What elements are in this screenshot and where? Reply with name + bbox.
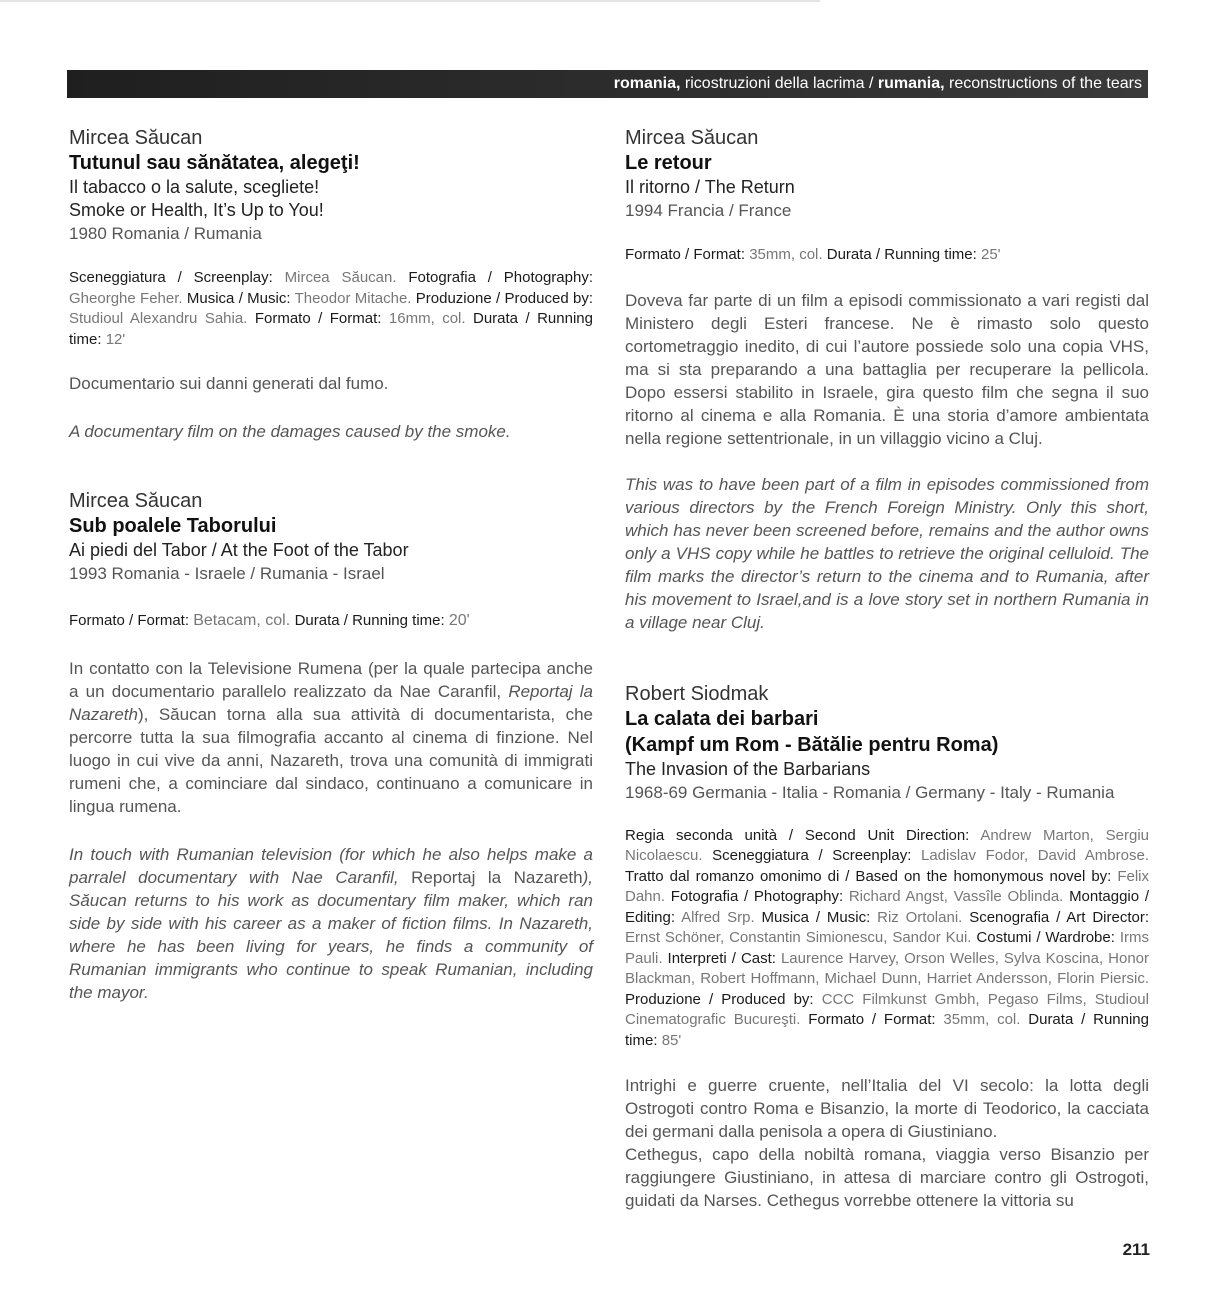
credit-label: Durata / Running time: bbox=[625, 1011, 1149, 1049]
credit-value: 16mm, col. bbox=[388, 310, 473, 327]
credit-label: Formato / Format: bbox=[808, 1011, 944, 1028]
credit-label: Musica / Music: bbox=[186, 289, 295, 307]
original-title: Tutunul sau sănătatea, alegeţi! bbox=[69, 152, 360, 174]
description-it: Documentario sui danni generati dal fumo. bbox=[69, 374, 389, 393]
description-film-title: Reportaj la Nazareth bbox=[411, 867, 583, 887]
page-number: 211 bbox=[1122, 1240, 1150, 1259]
original-title: Sub poalele Taborului bbox=[69, 515, 277, 537]
credit-value: 20' bbox=[448, 612, 470, 629]
credit-label: Durata / Running time: bbox=[294, 612, 449, 629]
translated-title: Il ritorno / The Return bbox=[625, 177, 795, 197]
credits-block bbox=[625, 245, 1149, 266]
credit-label: Fotografia / Photography: bbox=[408, 269, 593, 286]
credit-label: Produzione / Produced by: bbox=[415, 289, 594, 307]
description-en: A documentary film on the damages caused by the smoke. bbox=[69, 422, 511, 441]
film-entry-le-retour bbox=[625, 126, 1149, 634]
director-name: Mircea Săucan bbox=[69, 490, 203, 512]
credit-value: Alfred Srp. bbox=[681, 908, 762, 926]
credit-value: Riz Ortolani. bbox=[877, 908, 970, 926]
credit-value: Studioul Alexandru Sahia. bbox=[69, 310, 255, 327]
translated-title-en: Smoke or Health, It’s Up to You! bbox=[69, 200, 324, 220]
header-subtitle-it: ricostruzioni della lacrima / bbox=[680, 75, 878, 92]
credit-value: Ernst Schöner, Constantin Simionescu, Sandor Kui. bbox=[625, 929, 977, 946]
description-it bbox=[69, 657, 593, 818]
credit-label: Tratto dal romanzo omonimo di / Based on the homonymous novel by: bbox=[625, 867, 1118, 885]
year-country: 1980 Romania / Rumania bbox=[69, 224, 262, 243]
left-column bbox=[69, 126, 593, 1004]
original-title: La calata dei barbari bbox=[625, 707, 819, 730]
credit-label: Montaggio / Editing: bbox=[625, 888, 1149, 926]
credit-label: Formato / Format: bbox=[254, 310, 389, 327]
description-it: Doveva far parte di un film a episodi commissionato a vari registi dal Ministero degli Esteri francese. Ne è rimasto solo questo cortometraggio inedito, di cui l’autore possiede solo una copia VHS, ma si sta preparando a una battaglia per recuperare la pellicola. Dopo essersi stabilito in Israele, gira questo film che segna il suo ritorno al cinema e alla Romania. È una storia d’amore ambientata nella regione settentrionale, in un villaggio vicino a Cluj. bbox=[625, 290, 1149, 448]
year-country: 1993 Romania - Israele / Rumania - Israel bbox=[69, 564, 385, 583]
header-country-en: rumania, bbox=[877, 75, 945, 92]
header-country-it: romania, bbox=[613, 75, 681, 92]
description-it-continued: Cethegus, capo della nobiltà romana, viaggia verso Bisanzio per raggiungere Giustiniano, in attesa di marciare contro gli Ostrogoti, guidati da Narses. Cethegus vorrebbe ottenere la vittoria su bbox=[625, 1145, 1149, 1210]
description-text: In touch with Rumanian television (for which he also helps make a parralel documentary with Nae Caranfil, bbox=[69, 844, 593, 887]
credit-label: Formato / Format: bbox=[69, 612, 194, 629]
top-rule bbox=[0, 0, 820, 2]
director-name: Mircea Săucan bbox=[69, 127, 203, 149]
translated-title: Ai piedi del Tabor / At the Foot of the Tabor bbox=[69, 540, 409, 560]
description-text: In contatto con la Televisione Rumena (per la quale partecipa anche a un documentario parallelo realizzato da Nae Caranfil, bbox=[69, 658, 593, 701]
credit-label: Musica / Music: bbox=[761, 908, 878, 926]
credit-label: Durata / Running time: bbox=[826, 246, 981, 263]
translated-title-it: Il tabacco o la salute, scegliete! bbox=[69, 177, 320, 197]
credits-block bbox=[69, 611, 593, 632]
credit-label: Costumi / Wardrobe: bbox=[976, 929, 1120, 946]
original-title: Le retour bbox=[625, 152, 712, 174]
credit-label: Interpreti / Cast: bbox=[667, 949, 781, 967]
film-entry-tutunul bbox=[69, 126, 593, 443]
description-en bbox=[69, 843, 593, 1004]
credit-value: 25' bbox=[980, 246, 1001, 263]
credit-label: Regia seconda unità / Second Unit Direction: bbox=[625, 826, 981, 844]
right-column bbox=[625, 126, 1149, 1212]
header-subtitle-en: reconstructions of the tears bbox=[944, 75, 1142, 92]
credit-label: Sceneggiatura / Screenplay: bbox=[712, 847, 921, 864]
credit-value: 35mm, col. bbox=[749, 246, 827, 263]
credit-value: 12' bbox=[105, 330, 126, 348]
year-country: 1968-69 Germania - Italia - Romania / Germany - Italy - Rumania bbox=[625, 782, 1115, 802]
film-entry-sub-poalele-taborului bbox=[69, 489, 593, 1004]
year-country: 1994 Francia / France bbox=[625, 201, 792, 220]
director-name: Mircea Săucan bbox=[625, 127, 759, 149]
credits-block bbox=[625, 826, 1149, 1052]
translated-title: The Invasion of the Barbarians bbox=[625, 758, 871, 779]
credit-value: Mircea Săucan. bbox=[284, 269, 409, 286]
credit-label: Sceneggiatura / Screenplay: bbox=[69, 269, 285, 286]
credit-value: Ladislav Fodor, David Ambrose. bbox=[920, 847, 1149, 864]
credit-value: Theodor Mitache. bbox=[294, 289, 416, 307]
section-header-bar bbox=[67, 70, 1148, 98]
description-it: Intrighi e guerre cruente, nell’Italia del VI secolo: la lotta degli Ostrogoti contro Roma e Bisanzio, la morte di Teodorico, la cacciata dei germani dalla penisola a opera di Giustiniano. bbox=[625, 1076, 1149, 1141]
credits-block bbox=[69, 268, 593, 350]
credit-value: Andrew Marton, Sergiu Nicolaescu. bbox=[625, 826, 1149, 864]
credit-value: Felix Dahn. bbox=[625, 867, 1149, 905]
credit-value: Gheorghe Feher. bbox=[69, 289, 187, 307]
credit-label: Fotografia / Photography: bbox=[670, 888, 849, 905]
description-film-title: Reportaj la Nazareth bbox=[69, 681, 593, 724]
credit-value: 35mm, col. bbox=[943, 1011, 1029, 1028]
credit-value: 85' bbox=[661, 1031, 682, 1049]
credit-value: Betacam, col. bbox=[193, 612, 295, 629]
film-entry-la-calata-dei-barbari bbox=[625, 682, 1149, 1213]
credit-label: Durata / Running time: bbox=[69, 310, 593, 348]
original-title-alt: (Kampf um Rom - Bătălie pentru Roma) bbox=[625, 733, 999, 756]
credit-label: Produzione / Produced by: bbox=[625, 990, 822, 1008]
credit-label: Scenografia / Art Director: bbox=[969, 908, 1150, 926]
director-name: Robert Siodmak bbox=[625, 682, 769, 705]
description-en: This was to have been part of a film in episodes commissioned from various directors by the French Foreign Ministry. Only this short, which has never been screened before, remains and the author owns only a VHS copy while he battles to retrieve the original celluloid. The film marks the director’s return to the cinema and to Rumania, after his movement to Israel,and is a love story set in northern Rumania in a village near Cluj. bbox=[625, 474, 1149, 632]
credit-value: Laurence Harvey, Orson Welles, Sylva Koscina, Honor Blackman, Robert Hoffmann, Michael Dunn, Harriet Andersson, Florin Piersic. bbox=[625, 949, 1149, 987]
credit-value: Richard Angst, Vassîle Oblinda. bbox=[848, 888, 1070, 905]
description-text: ), Săucan returns to his work as documentary film maker, which ran side by side with his career as a maker of fiction films. In Nazareth, where he has been living for years, he finds a community of Rumanian immigrants who continue to speak Rumanian, including the mayor. bbox=[69, 867, 593, 1002]
description-text: ), Săucan torna alla sua attività di documentarista, che percorre tutta la sua filmografia accanto al cinema di finzione. Nel luogo in cui vive da anni, Nazareth, trova una comunità di immigrati rumeni che, a cominciare dal sindaco, continuano a comunicare in lingua rumena. bbox=[69, 704, 593, 816]
credit-value: CCC Filmkunst Gmbh, Pegaso Films, Studioul Cinematografic Bucureşti. bbox=[625, 990, 1149, 1028]
credit-value: Irms Pauli. bbox=[625, 929, 1150, 967]
credit-label: Formato / Format: bbox=[625, 246, 750, 263]
